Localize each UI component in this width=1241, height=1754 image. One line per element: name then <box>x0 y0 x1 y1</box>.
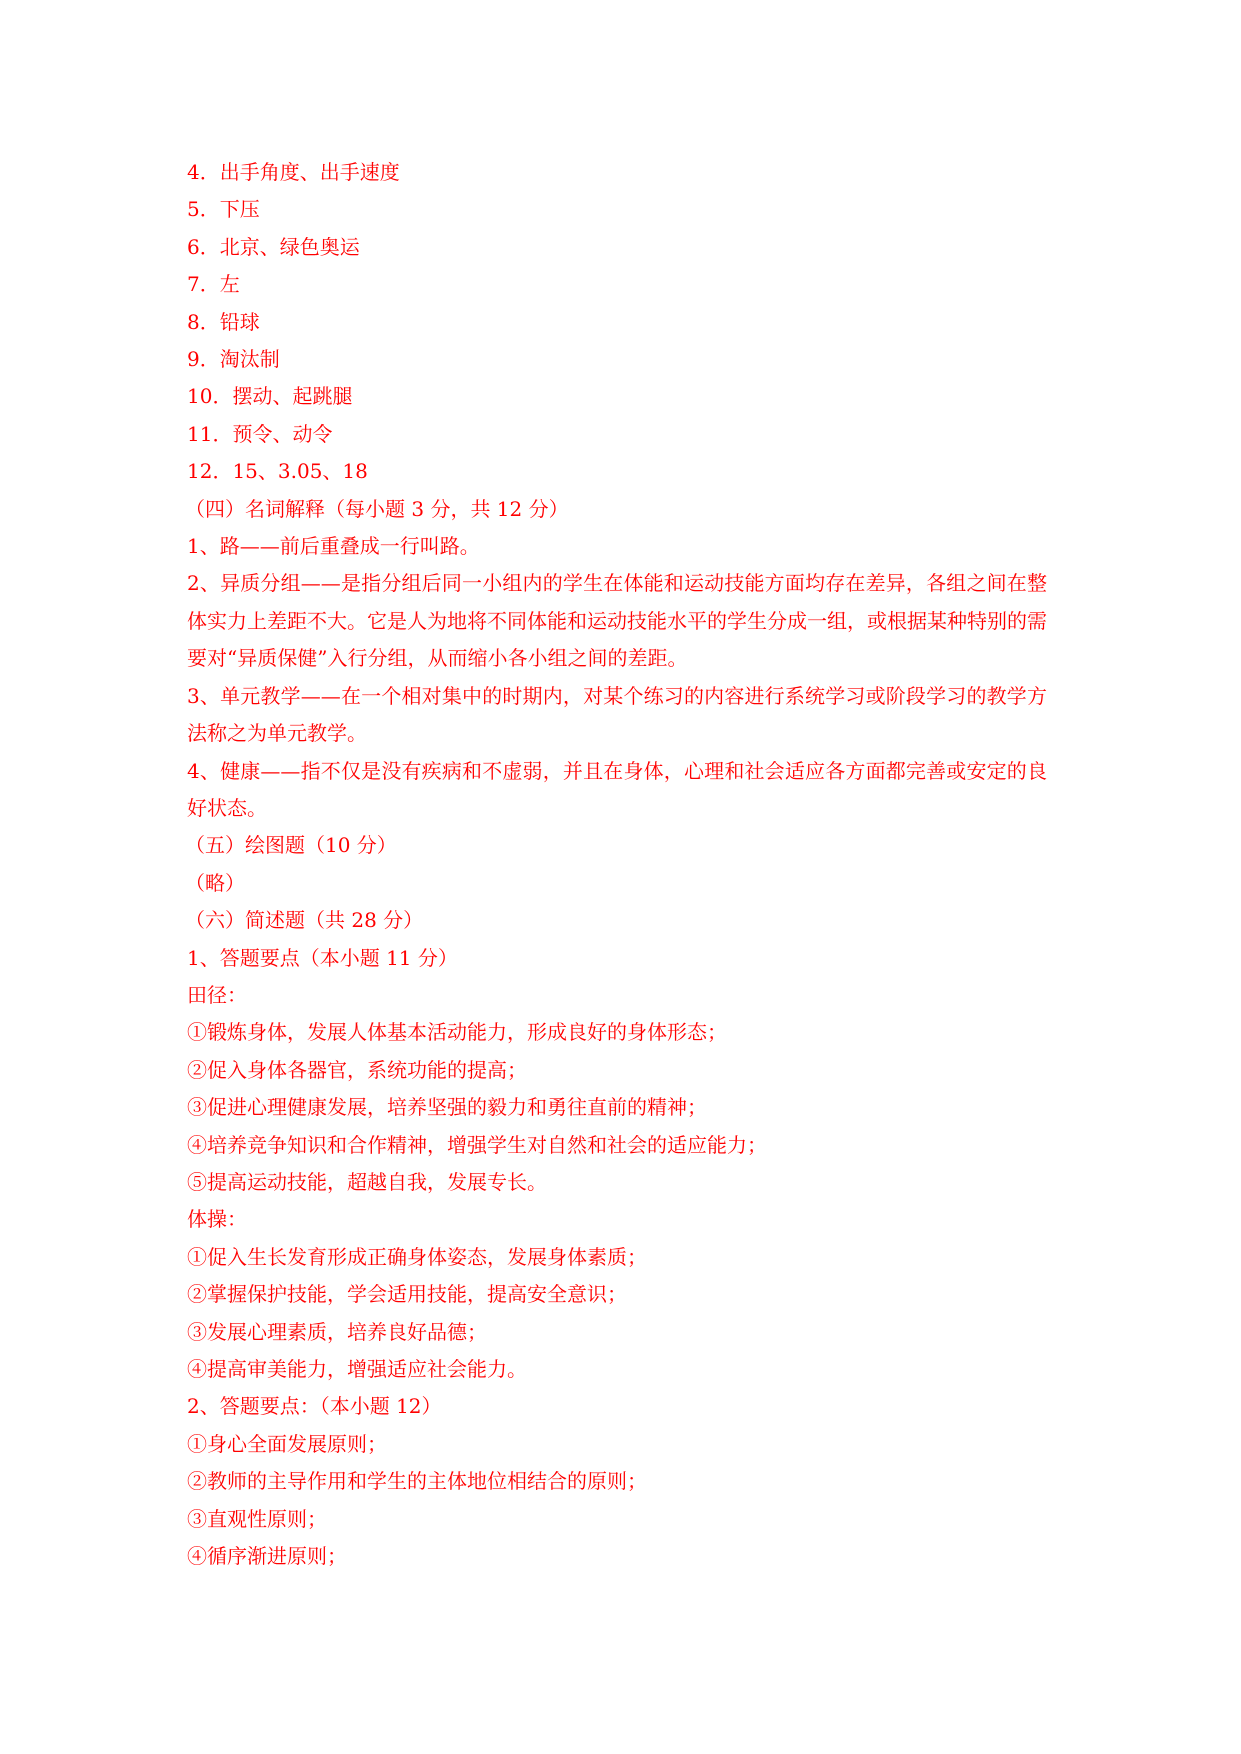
question-1-heading: 1、答题要点（本小题 11 分） <box>187 945 458 970</box>
answer-line-5: 5．下压 <box>187 197 260 222</box>
term-definition-2: 2、异质分组——是指分组后同一小组内的学生在体能和运动技能方面均存在差异，各组之间在整体实力上差距不大。它是人为地将不同体能和运动技能水平的学生分成一组，或根据某种特别的需要对“异质保健”入行分组，从而缩小各小组之间的差距。 <box>187 571 1047 671</box>
list-item: ④培养竞争知识和合作精神，增强学生对自然和社会的适应能力； <box>187 1132 767 1157</box>
term-definition-3: 3、单元教学——在一个相对集中的时期内，对某个练习的内容进行系统学习或阶段学习的教学方法称之为单元教学。 <box>187 683 1047 746</box>
list-item: ②促入身体各器官，系统功能的提高； <box>187 1057 527 1082</box>
list-item: ③发展心理素质，培养良好品德； <box>187 1319 487 1344</box>
answer-line-8: 8．铅球 <box>187 309 260 334</box>
answer-line-7: 7．左 <box>187 272 240 297</box>
answer-line-4: 4．出手角度、出手速度 <box>187 160 400 184</box>
answer-line-9: 9．淘汰制 <box>187 347 280 372</box>
section-5-note: （略） <box>185 870 245 895</box>
section-heading-6: （六）简述题（共 28 分） <box>185 908 424 933</box>
list-item: ③促进心理健康发展，培养坚强的毅力和勇往直前的精神； <box>187 1095 707 1120</box>
list-item: ④提高审美能力，增强适应社会能力。 <box>187 1357 527 1381</box>
subheading-gymnastics: 体操： <box>187 1207 247 1232</box>
term-definition-1: 1、路——前后重叠成一行叫路。 <box>187 534 480 559</box>
list-item: ②掌握保护技能，学会适用技能，提高安全意识； <box>187 1282 627 1307</box>
list-item: ④循序渐进原则； <box>187 1544 347 1569</box>
answer-line-12: 12．15、3.05、18 <box>187 459 368 484</box>
list-item: ②教师的主导作用和学生的主体地位相结合的原则； <box>187 1469 647 1494</box>
answer-line-10: 10．摆动、起跳腿 <box>187 384 353 409</box>
list-item: ①锻炼身体，发展人体基本活动能力，形成良好的身体形态； <box>187 1020 727 1045</box>
list-item: ①身心全面发展原则； <box>187 1431 387 1456</box>
section-heading-5: （五）绘图题（10 分） <box>185 833 397 858</box>
list-item: ⑤提高运动技能，超越自我，发展专长。 <box>187 1169 547 1194</box>
section-heading-4: （四）名词解释（每小题 3 分，共 12 分） <box>185 496 569 521</box>
list-item: ③直观性原则； <box>187 1506 327 1531</box>
subheading-track-field: 田径： <box>187 982 247 1007</box>
list-item: ①促入生长发育形成正确身体姿态，发展身体素质； <box>187 1244 647 1269</box>
answer-line-11: 11．预令、动令 <box>187 421 333 446</box>
answer-line-6: 6．北京、绿色奥运 <box>187 234 360 259</box>
term-definition-4: 4、健康——指不仅是没有疾病和不虚弱，并且在身体，心理和社会适应各方面都完善或安定的良好状态。 <box>187 758 1047 820</box>
answer-text-block <box>187 154 1047 1575</box>
question-2-heading: 2、答题要点：（本小题 12） <box>187 1394 442 1419</box>
